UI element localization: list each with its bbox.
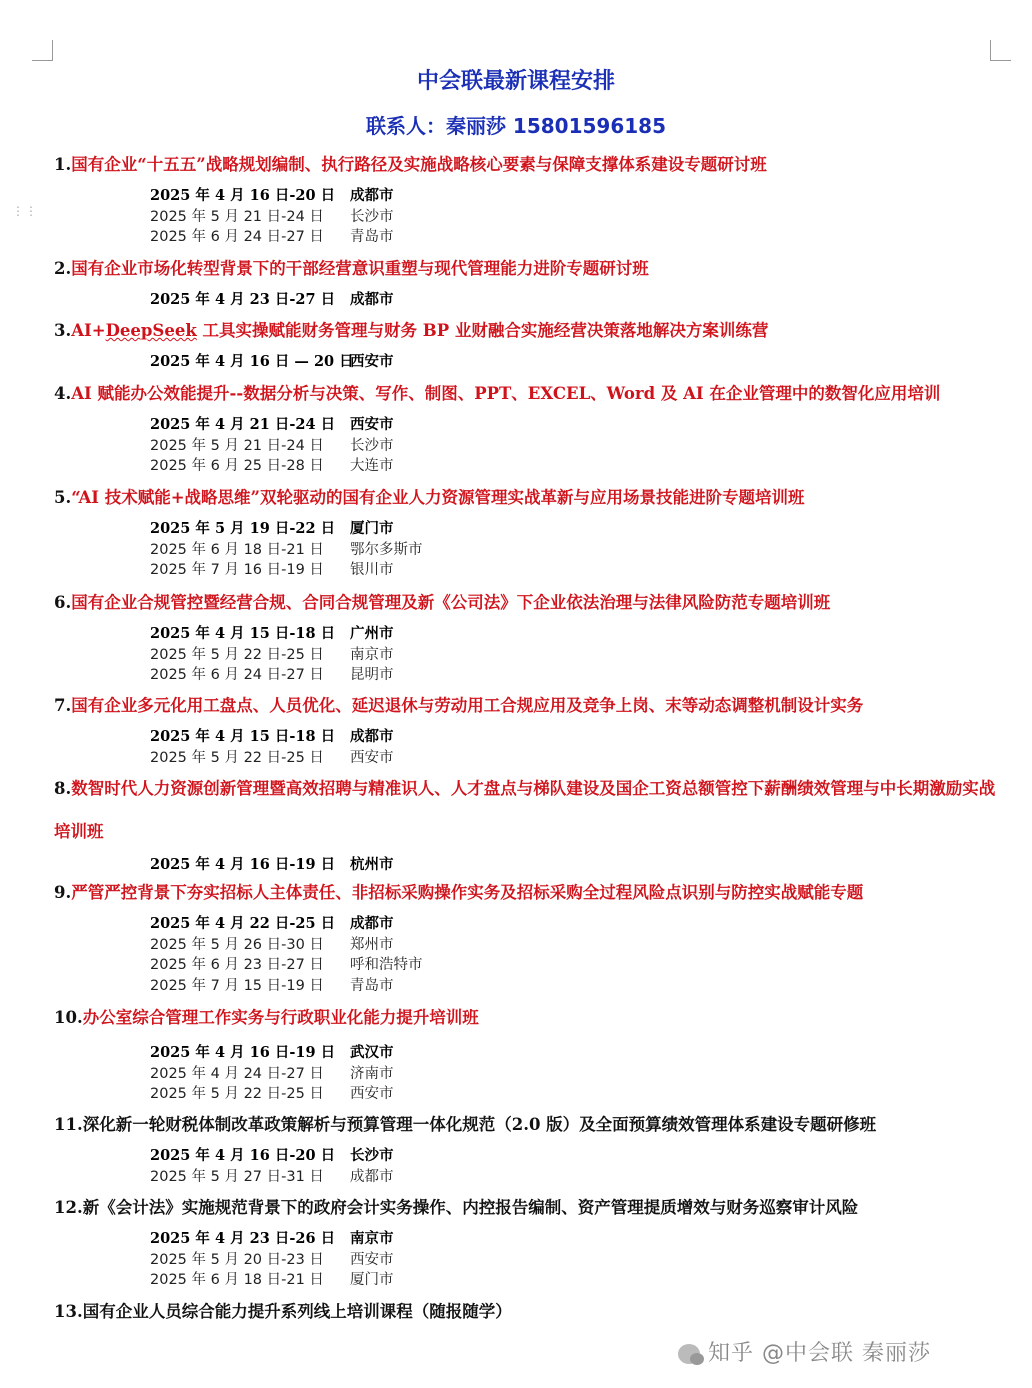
- course-title: 11.深化新一轮财税体制改革政策解析与预算管理一体化规范（2.0 版）及全面预算绩效管理体系建设专题研修班: [54, 1115, 877, 1134]
- session-row: 2025 年 7 月 15 日-19 日 青岛市: [150, 977, 394, 994]
- course-title: 2.国有企业市场化转型背景下的干部经营意识重塑与现代管理能力进阶专题研讨班: [54, 259, 649, 278]
- session-list: [150, 519, 1004, 581]
- session-row: 2025 年 4 月 16 日-19 日 武汉市: [150, 1044, 394, 1061]
- session-list: [150, 290, 1004, 311]
- session-row: 2025 年 4 月 16 日 — 20 日西安市: [150, 353, 394, 370]
- course-title: 13.国有企业人员综合能力提升系列线上培训课程（随报随学）: [54, 1302, 512, 1321]
- course-title: 5.“AI 技术赋能+战略思维”双轮驱动的国有企业人力资源管理实战革新与应用场景技能进阶专题培训班: [54, 488, 805, 507]
- page-title: 中会联最新课程安排: [416, 69, 615, 94]
- session-row: 2025 年 4 月 16 日-20 日 长沙市: [150, 1147, 394, 1164]
- drag-handle-icon[interactable]: ⋮⋮: [12, 204, 38, 218]
- course-item-10: [54, 1007, 1004, 1105]
- course-item-9: [54, 882, 1004, 996]
- course-item-4: [54, 383, 1004, 477]
- course-title: 10.办公室综合管理工作实务与行政职业化能力提升培训班: [54, 1008, 479, 1027]
- contact-line: 联系人：秦丽莎 15801596185: [365, 114, 667, 138]
- session-list: [150, 1229, 1004, 1291]
- page-corner-mark-top-right: [990, 40, 1011, 61]
- course-title: 4.AI 赋能办公效能提升--数据分析与决策、写作、制图、PPT、EXCEL、Word 及 AI 在企业管理中的数智化应用培训: [54, 384, 941, 403]
- session-row: 2025 年 6 月 23 日-27 日 呼和浩特市: [150, 957, 423, 974]
- session-list: [150, 855, 1004, 876]
- session-row: 2025 年 5 月 21 日-24 日 长沙市: [150, 208, 394, 225]
- wechat-bubble-icon: [678, 1344, 700, 1364]
- course-title: 1.国有企业“十五五”战略规划编制、执行路径及实施战略核心要素与保障支撑体系建设专题研讨班: [54, 155, 767, 174]
- session-row: 2025 年 4 月 22 日-25 日 成都市: [150, 915, 394, 932]
- session-row: 2025 年 6 月 18 日-21 日 厦门市: [150, 1272, 394, 1289]
- course-title: 8.数智时代人力资源创新管理暨高效招聘与精准识人、人才盘点与梯队建设及国企工资总额管控下薪酬绩效管理与中长期激励实战培训班: [54, 779, 996, 841]
- session-row: 2025 年 5 月 22 日-25 日 南京市: [150, 646, 394, 663]
- session-row: 2025 年 6 月 24 日-27 日 青岛市: [150, 229, 394, 246]
- session-list: [150, 624, 1004, 686]
- course-item-3: [54, 320, 1004, 373]
- session-row: 2025 年 5 月 20 日-23 日 西安市: [150, 1251, 394, 1268]
- course-item-11: [54, 1114, 1004, 1187]
- session-row: 2025 年 4 月 15 日-18 日 成都市: [150, 728, 394, 745]
- session-row: 2025 年 6 月 24 日-27 日 昆明市: [150, 667, 394, 684]
- course-title: 12.新《会计法》实施规范背景下的政府会计实务操作、内控报告编制、资产管理提质增效与财务巡察审计风险: [54, 1198, 859, 1217]
- session-row: 2025 年 5 月 21 日-24 日 长沙市: [150, 437, 394, 454]
- session-list: [150, 1043, 1004, 1105]
- watermark: 知乎 @中会联 秦丽莎: [678, 1336, 931, 1367]
- session-row: 2025 年 6 月 25 日-28 日 大连市: [150, 458, 394, 475]
- session-row: 2025 年 4 月 23 日-26 日 南京市: [150, 1230, 394, 1247]
- course-item-7: [54, 695, 1004, 768]
- session-row: 2025 年 4 月 16 日-19 日 杭州市: [150, 856, 394, 873]
- course-title: 6.国有企业合规管控暨经营合规、合同合规管理及新《公司法》下企业依法治理与法律风险防范专题培训班: [54, 593, 831, 612]
- session-row: 2025 年 5 月 22 日-25 日 西安市: [150, 749, 394, 766]
- session-row: 2025 年 5 月 27 日-31 日 成都市: [150, 1168, 394, 1185]
- session-list: [150, 186, 1004, 248]
- course-item-5: [54, 487, 1004, 581]
- session-list: [150, 1146, 1004, 1187]
- course-item-2: [54, 258, 1004, 311]
- course-item-12: [54, 1197, 1004, 1291]
- course-title: 9.严管严控背景下夯实招标人主体责任、非招标采购操作实务及招标采购全过程风险点识别与防控实战赋能专题: [54, 883, 864, 902]
- course-item-6: [54, 592, 1004, 686]
- course-item-8: [54, 777, 1004, 876]
- session-list: [150, 727, 1004, 768]
- course-item-1: [54, 154, 1004, 248]
- session-list: [150, 914, 1004, 996]
- session-row: 2025 年 4 月 23 日-27 日 成都市: [150, 291, 394, 308]
- session-row: 2025 年 7 月 16 日-19 日 银川市: [150, 562, 394, 579]
- course-title: 3.AI+DeepSeek 工具实操赋能财务管理与财务 BP 业财融合实施经营决策落地解决方案训练营: [54, 321, 769, 340]
- session-list: [150, 352, 1004, 373]
- course-title: 7.国有企业多元化用工盘点、人员优化、延迟退休与劳动用工合规应用及竞争上岗、末等动态调整机制设计实务: [54, 696, 864, 715]
- session-row: 2025 年 5 月 22 日-25 日 西安市: [150, 1086, 394, 1103]
- course-item-13: [54, 1301, 1004, 1323]
- session-row: 2025 年 5 月 19 日-22 日 厦门市: [150, 520, 394, 537]
- session-row: 2025 年 4 月 21 日-24 日 西安市: [150, 416, 394, 433]
- session-row: 2025 年 5 月 26 日-30 日 郑州市: [150, 936, 394, 953]
- session-row: 2025 年 4 月 24 日-27 日 济南市: [150, 1065, 394, 1082]
- session-row: 2025 年 4 月 15 日-18 日 广州市: [150, 625, 394, 642]
- page-corner-mark-top-left: [32, 40, 53, 61]
- session-row: 2025 年 6 月 18 日-21 日 鄂尔多斯市: [150, 541, 423, 558]
- session-list: [150, 415, 1004, 477]
- session-row: 2025 年 4 月 16 日-20 日 成都市: [150, 187, 394, 204]
